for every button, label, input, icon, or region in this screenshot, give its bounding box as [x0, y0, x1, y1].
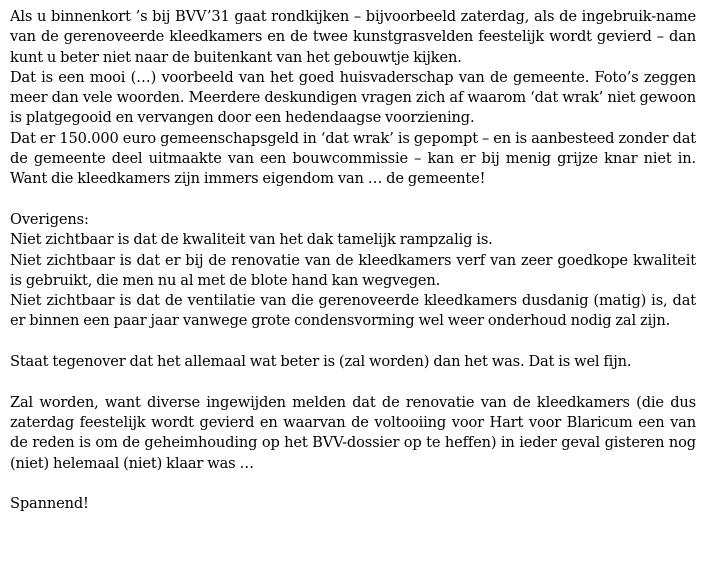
paragraph-gemeenschapsgeld: Dat er 150.000 euro gemeenschapsgeld in ‘dat wrak’ is gepompt – en is aanbesteed zonder dat de gemeente deel uitmaakte van een bouwcommissie – kan er bij menig grijze knar niet in. Want die kleedkamers zijn immers eigendom van … de gemeente! [10, 129, 696, 188]
paragraph-spannend: Spannend! [10, 495, 89, 513]
paragraph-dak: Niet zichtbaar is dat de kwaliteit van het dak tamelijk rampzalig is. [10, 231, 493, 249]
paragraph-intro: Als u binnenkort ’s bij BVV’31 gaat rondkijken – bijvoorbeeld zaterdag, als de ingebruik-name van de gerenoveerde kleedkamers en de twee kunstgrasvelden feestelijk wordt gevierd – dan kunt u beter niet naar de buitenkant van het gebouwtje kijken. [10, 8, 696, 66]
paragraph-verf: Niet zichtbaar is dat er bij de renovatie van de kleedkamers verf van zeer goedkope kwaliteit is gebruikt, die men nu al met de blote hand kan wegvegen. [10, 251, 696, 289]
paragraph-spacer [10, 332, 696, 352]
paragraph-staat-tegenover: Staat tegenover dat het allemaal wat beter is (zal worden) dan het was. Dat is wel fijn. [10, 353, 632, 371]
paragraph-huisvaderschap: Dat is een mooi (…) voorbeeld van het goed huisvaderschap van de gemeente. Foto’s zeggen meer dan vele woorden. Meerdere deskundigen vragen zich af waarom ‘dat wrak’ niet gewoon is platgegooid en vervangen door een hedendaagse voorziening. [10, 68, 696, 127]
paragraph-spacer [10, 474, 696, 494]
paragraph-spacer [10, 372, 696, 392]
paragraph-ventilatie: Niet zichtbaar is dat de ventilatie van die gerenoveerde kleedkamers dusdanig (matig) is, dat er binnen een paar jaar vanwege grote condensvorming wel weer onderhoud nodig zal zijn. [10, 292, 696, 330]
paragraph-overigens: Overigens: [10, 210, 89, 228]
document-body [10, 7, 696, 514]
paragraph-spacer [10, 190, 696, 210]
paragraph-zal-worden: Zal worden, want diverse ingewijden melden dat de renovatie van de kleedkamers (die dus zaterdag feestelijk wordt gevierd en waarvan de voltooiing voor Hart voor Blaricum een van de reden is om de geheimhouding op het BVV-dossier op te heffen) in ieder geval gisteren nog (niet) helemaal (niet) klaar was … [10, 393, 696, 472]
